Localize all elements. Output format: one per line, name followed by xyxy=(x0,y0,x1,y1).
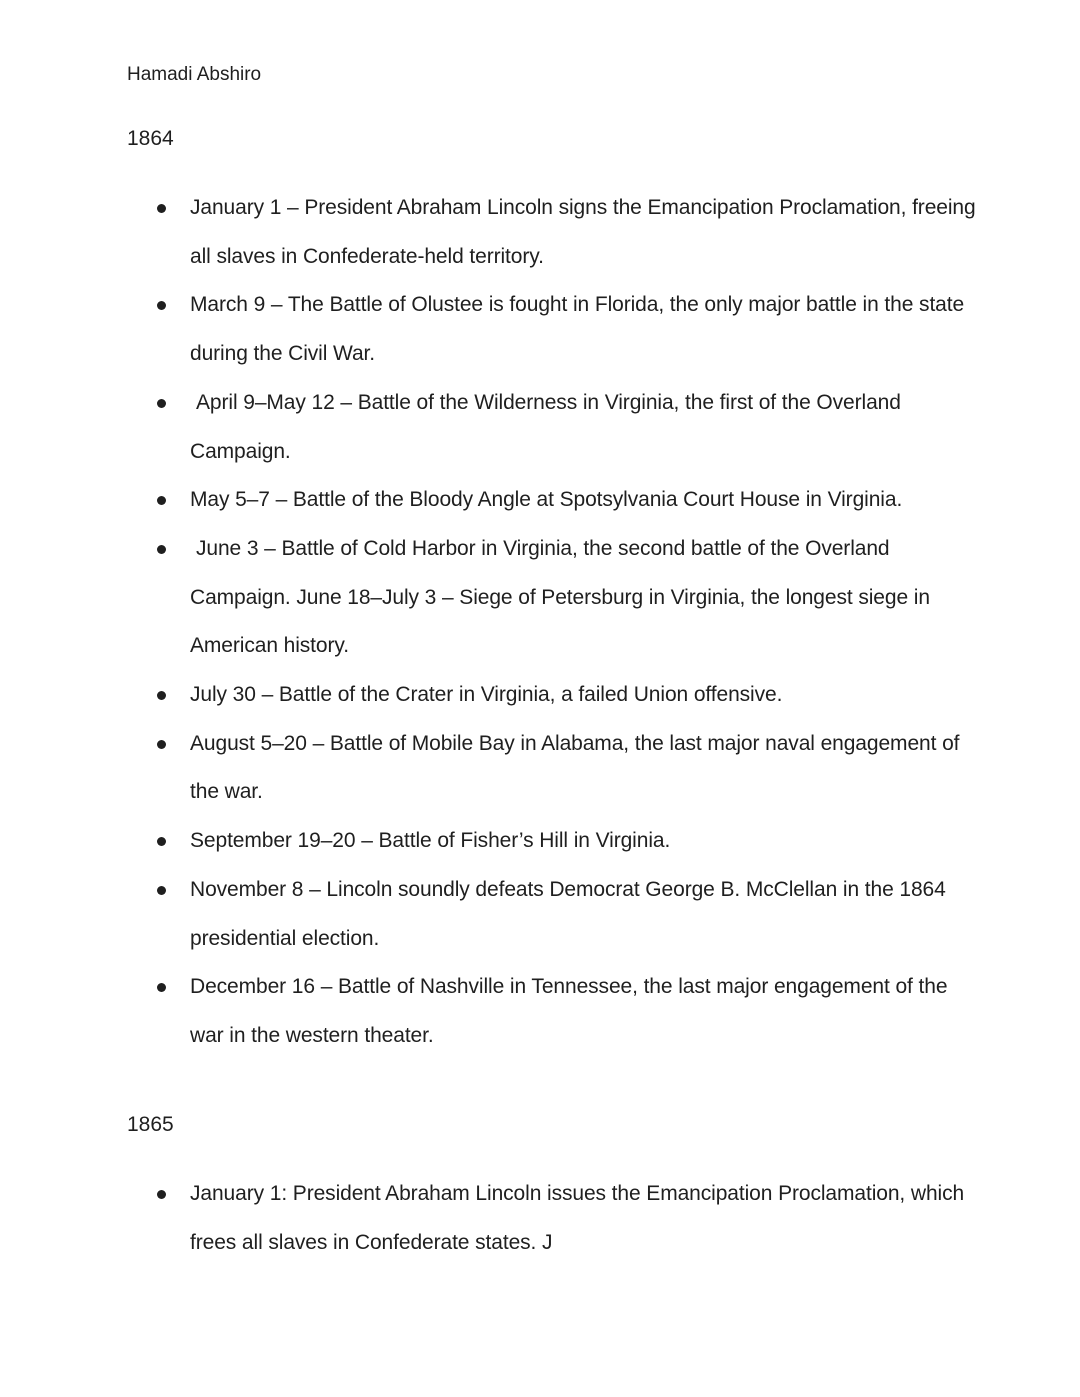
list-item xyxy=(0,281,980,378)
event-text: January 1: President Abraham Lincoln issues the Emancipation Proclamation, which frees all slaves in Confederate states. J xyxy=(190,1182,965,1254)
author-name: Hamadi Abshiro xyxy=(127,64,262,85)
list-item xyxy=(0,184,980,281)
list-item xyxy=(0,1170,980,1267)
bullet-icon xyxy=(157,983,166,992)
event-text: December 16 – Battle of Nashville in Tennessee, the last major engagement of the war in the western theater. xyxy=(190,975,948,1047)
bullet-icon xyxy=(157,545,166,554)
bullet-icon xyxy=(157,496,166,505)
event-text: January 1 – President Abraham Lincoln signs the Emancipation Proclamation, freeing all slaves in Confederate-held territory. xyxy=(190,196,976,268)
list-item xyxy=(0,525,980,671)
list-item xyxy=(0,671,980,720)
bullet-icon xyxy=(157,691,166,700)
event-text: July 30 – Battle of the Crater in Virginia, a failed Union offensive. xyxy=(190,683,783,707)
event-text: March 9 – The Battle of Olustee is fought in Florida, the only major battle in the state during the Civil War. xyxy=(190,293,965,366)
event-list-1864 xyxy=(0,184,1080,1061)
bullet-icon xyxy=(157,204,166,213)
event-list-1865 xyxy=(0,1170,1080,1267)
event-text: August 5–20 – Battle of Mobile Bay in Alabama, the last major naval engagement of the war. xyxy=(190,731,960,804)
bullet-icon xyxy=(157,399,166,408)
section-year-1865: 1865 xyxy=(127,1113,174,1136)
list-item xyxy=(0,379,980,476)
list-item xyxy=(0,476,980,525)
bullet-icon xyxy=(157,1190,166,1199)
bullet-icon xyxy=(157,740,166,749)
bullet-icon xyxy=(157,886,166,895)
bullet-icon xyxy=(157,301,166,310)
list-item xyxy=(0,963,980,1060)
list-item xyxy=(0,817,980,866)
list-item xyxy=(0,720,980,817)
event-text: November 8 – Lincoln soundly defeats Democrat George B. McClellan in the 1864 presidential election. xyxy=(190,877,946,950)
event-text: May 5–7 – Battle of the Bloody Angle at Spotsylvania Court House in Virginia. xyxy=(190,488,903,512)
section-year-1864: 1864 xyxy=(127,127,174,150)
event-text: April 9–May 12 – Battle of the Wilderness in Virginia, the first of the Overland Campaign. xyxy=(190,390,901,463)
bullet-icon xyxy=(157,837,166,846)
event-text: September 19–20 – Battle of Fisher’s Hill in Virginia. xyxy=(190,829,671,853)
event-text: June 3 – Battle of Cold Harbor in Virginia, the second battle of the Overland Campaign. June 18–July 3 – Siege of Petersburg in Virginia, the longest siege in American history. xyxy=(190,536,930,658)
list-item xyxy=(0,866,980,963)
